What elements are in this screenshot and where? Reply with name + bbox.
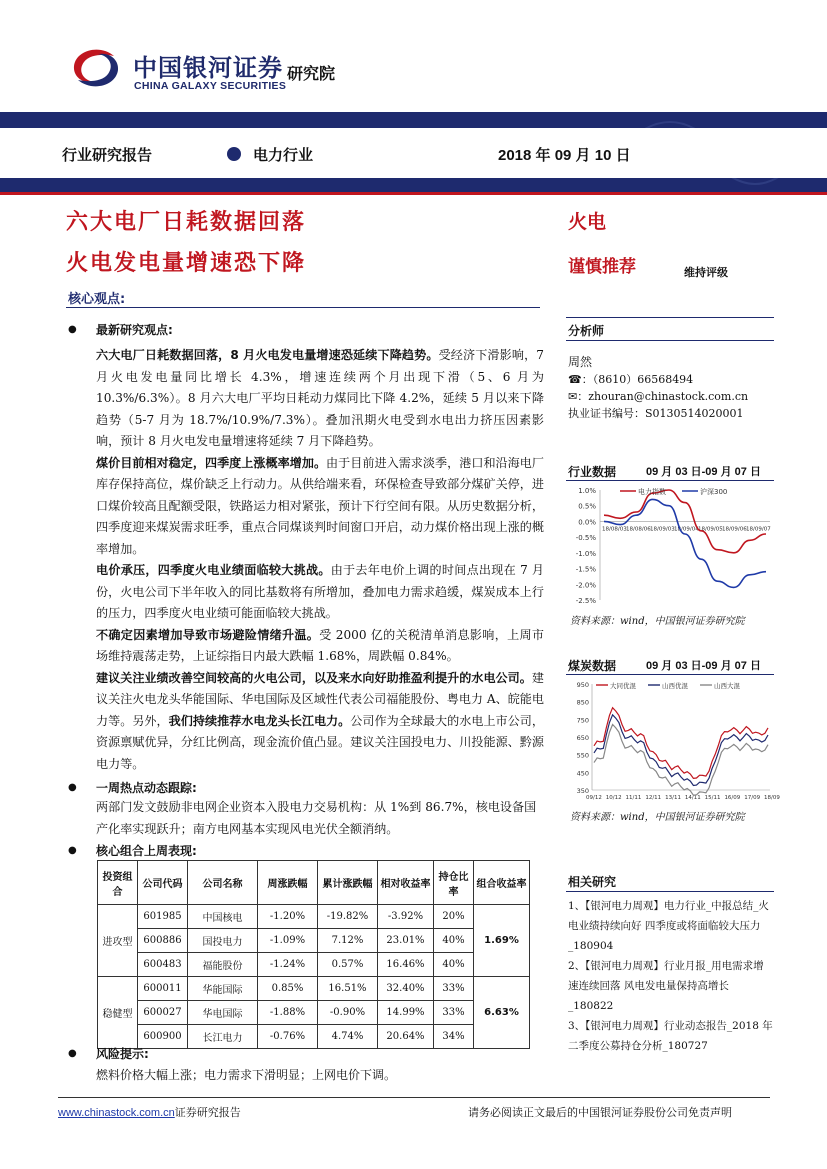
bullet-icon: ● <box>68 845 77 856</box>
report-title-line1: 六大电厂日耗数据回落 <box>66 210 307 235</box>
col-header: 持仓比率 <box>434 861 474 905</box>
cell: 32.40% <box>378 977 434 1001</box>
cell: 20.64% <box>378 1025 434 1049</box>
portfolio-table <box>97 860 530 1049</box>
y-tick-label: 1.0% <box>578 487 596 495</box>
header-red-rule <box>0 192 827 195</box>
cell: 0.85% <box>258 977 318 1001</box>
report-type: 行业研究报告 <box>62 146 153 164</box>
y-tick-label: 450 <box>576 769 589 778</box>
cell: 33% <box>434 977 474 1001</box>
cell: -1.20% <box>258 905 318 929</box>
coal-data-heading: 煤炭数据 <box>568 659 617 673</box>
col-header: 公司名称 <box>188 861 258 905</box>
series-line <box>594 715 768 786</box>
y-tick-label: -1.0% <box>575 549 596 558</box>
y-tick-label: 750 <box>576 716 589 725</box>
industry-line-chart <box>566 482 776 608</box>
rating-note: 维持评级 <box>684 266 728 279</box>
group-name: 稳健型 <box>98 977 138 1049</box>
col-header: 周涨跌幅 <box>258 861 318 905</box>
group-name: 进攻型 <box>98 905 138 977</box>
bullet-icon: ● <box>68 782 77 793</box>
analyst-license: 执业证书编号：S0130514020001 <box>568 407 744 420</box>
cell: 600483 <box>138 953 188 977</box>
y-tick-label: 850 <box>576 698 589 707</box>
table-row <box>98 977 530 1001</box>
x-tick-label: 10/12 <box>605 795 622 801</box>
risk-text: 燃料价格大幅上涨；电力需求下滑明显；上网电价下调。 <box>96 1068 397 1082</box>
legend-label: 山西优混 <box>662 682 688 690</box>
related-item[interactable]: 1、【银河电力周观】电力行业_中报总结_火电业绩持续向好 四季度或将面临较大压力_180904 <box>568 900 769 952</box>
bullet-icon: ● <box>68 324 77 335</box>
footer-left <box>58 1104 241 1120</box>
cell: -1.09% <box>258 929 318 953</box>
x-tick-label: 18/09/04 <box>674 526 699 533</box>
galaxy-logo-icon <box>70 46 120 90</box>
legend-label: 大同优混 <box>610 682 636 690</box>
cell: 600886 <box>138 929 188 953</box>
p5-bold: 建议关注业绩改善空间较高的火电公司，以及来水向好助推盈利提升的水电公司。 <box>96 670 532 685</box>
y-tick-label: -0.5% <box>575 534 596 543</box>
y-tick-label: 550 <box>576 751 589 760</box>
y-tick-label: -2.0% <box>575 581 596 590</box>
p3-text: 由于去年电价上调的时间点出现在 7 月份，火电公司下半年收入的同比基数将有所增加，叠加电力需求趋缓，煤炭成本上行的压力，四季度火电业绩可能面临较大挑战。 <box>96 563 544 620</box>
coal-data-range: 09 月 03 日-09 月 07 日 <box>646 660 761 672</box>
col-header: 公司代码 <box>138 861 188 905</box>
table-row <box>98 953 530 977</box>
latest-heading: 最新研究观点: <box>96 323 173 337</box>
p4-bold: 不确定因素增加导致市场避险情绪升温。 <box>96 627 320 642</box>
bullet-icon: ● <box>68 1048 77 1059</box>
cell: -3.92% <box>378 905 434 929</box>
y-tick-label: -2.5% <box>575 597 596 605</box>
group-return: 1.69% <box>474 905 530 977</box>
x-tick-label: 18/09/06 <box>722 526 747 533</box>
logo-company-name: 中国银河证券 <box>133 54 283 82</box>
rating-label: 谨慎推荐 <box>568 257 636 277</box>
col-header: 相对收益率 <box>378 861 434 905</box>
portfolio-heading: 核心组合上周表现: <box>96 844 197 858</box>
table-row <box>98 905 530 929</box>
cell: 23.01% <box>378 929 434 953</box>
core-view-heading: 核心观点: <box>68 292 126 307</box>
hot-text: 两部门发文鼓励非电网企业资本入股电力交易机构：从 1%到 86.7%，核电设备国产化率实现跃升；南方电网基本实现风电光伏全额消纳。 <box>96 800 537 836</box>
x-tick-label: 16/09 <box>724 795 741 801</box>
col-header: 组合收益率 <box>474 861 530 905</box>
col-header: 累计涨跌幅 <box>318 861 378 905</box>
industry-data-source: 资料来源：wind，中国银河证券研究院 <box>570 616 745 627</box>
series-line <box>604 499 766 587</box>
p5-text-c: 公司作为全球最大的水电上市公司，资源禀赋优异，分红比例高，现金流价值凸显。建议关注国投电力、川投能源、黔源电力等。 <box>96 713 544 771</box>
coal-data-source: 资料来源：wind，中国银河证券研究院 <box>570 812 745 823</box>
cell: 20% <box>434 905 474 929</box>
y-tick-label: 650 <box>576 734 589 742</box>
coal-line-chart <box>566 676 780 804</box>
x-tick-label: 18/08/03 <box>602 526 627 533</box>
cell: -0.76% <box>258 1025 318 1049</box>
footer-disclaimer: 请务必阅读正文最后的中国银河证券股份公司免责声明 <box>468 1106 732 1119</box>
series-line <box>594 725 768 796</box>
cell: -1.24% <box>258 953 318 977</box>
y-tick-label: 950 <box>576 681 589 689</box>
hot-heading: 一周热点动态跟踪: <box>96 781 197 795</box>
legend-label: 电力指数 <box>638 488 666 496</box>
cell: 601985 <box>138 905 188 929</box>
x-tick-label: 18/09/05 <box>698 526 723 533</box>
analyst-info <box>568 354 748 422</box>
p1-bold: 六大电厂日耗数据回落，8 月火电发电量增速恐延续下降趋势。 <box>96 348 439 362</box>
cell: -0.90% <box>318 1001 378 1025</box>
report-title-line2: 火电发电量增速恐下降 <box>66 251 307 276</box>
p1-text: 受经济下滑影响，7 月火电发电量同比增长 4.3%，增速连续两个月出现下滑（5、6 月为 10.3%/6.3%）。8 月六大电厂平均日耗动力煤同比下降 4.2%，延续 5 月以来下降趋势（5-7 月为 18.7%/10.9%/7.3%）。叠加汛期火电受到水电出力挤压因素影响，预计 8 月火电发电量增速将延续 7 月下降趋势。 <box>96 348 544 448</box>
cell: 16.46% <box>378 953 434 977</box>
cell: 40% <box>434 929 474 953</box>
y-tick-label: 0.0% <box>578 518 596 527</box>
core-divider <box>66 307 540 308</box>
logo-english-name: CHINA GALAXY SECURITIES <box>134 80 287 92</box>
x-tick-label: 13/11 <box>665 795 681 801</box>
p2-bold: 煤价目前相对稳定，四季度上涨概率增加。 <box>96 455 327 470</box>
cell: 14.99% <box>378 1001 434 1025</box>
cell: 长江电力 <box>188 1025 258 1049</box>
report-date: 2018 年 09 月 10 日 <box>498 147 631 164</box>
cell: -19.82% <box>318 905 378 929</box>
logo-institute: 研究院 <box>287 64 336 83</box>
y-tick-label: 0.5% <box>578 502 596 511</box>
bullet-dot-icon <box>227 147 241 161</box>
p2-text: 由于目前进入需求淡季，港口和沿海电厂库存保持高位，煤价缺乏上行动力。从供给端来看，环保检查导致部分煤矿关停，进口煤价较高且配额受限，铁路运力相对紧张，预计下行空间有限。从历史数据分析，四季度迎来煤炭需求旺季，重点合同煤谈判时间窗口开启，动力煤价格出现上涨的概率增加。 <box>96 455 544 556</box>
latest-body <box>96 345 544 775</box>
related-list <box>568 896 773 1056</box>
table-row <box>98 1001 530 1025</box>
table-header-row <box>98 861 530 905</box>
cell: 中国核电 <box>188 905 258 929</box>
industry-data-rule <box>566 480 774 481</box>
x-tick-label: 15/11 <box>704 795 721 801</box>
analyst-email[interactable]: ✉：zhouran@chinastock.com.cn <box>568 390 749 403</box>
cell: 16.51% <box>318 977 378 1001</box>
p5-bold-2: 我们持续推荐水电龙头长江电力。 <box>168 713 351 728</box>
x-tick-label: 11/11 <box>625 795 642 801</box>
table-row <box>98 929 530 953</box>
related-heading: 相关研究 <box>568 875 617 889</box>
footer-label: 证券研究报告 <box>174 1106 241 1119</box>
cell: 4.74% <box>318 1025 378 1049</box>
cell: 0.57% <box>318 953 378 977</box>
related-item[interactable]: 3、【银河电力周观】行业动态报告_2018 年二季度公募持仓分析_180727 <box>568 1020 773 1052</box>
x-tick-label: 12/11 <box>645 795 662 801</box>
p4-text: 受 2000 亿的关税清单消息影响，上周市场维持震荡走势，上证综指日内最大跌幅 1.68%，周跌幅 0.84%。 <box>96 627 544 663</box>
x-tick-label: 14/11 <box>684 795 701 801</box>
cell: 600027 <box>138 1001 188 1025</box>
cell: 34% <box>434 1025 474 1049</box>
series-line <box>594 708 768 779</box>
group-return: 6.63% <box>474 977 530 1049</box>
related-rule <box>566 891 774 892</box>
analyst-heading: 分析师 <box>568 324 605 338</box>
x-tick-label: 18/09/03 <box>650 526 675 533</box>
cell: 华能国际 <box>188 977 258 1001</box>
cell: 福能股份 <box>188 953 258 977</box>
y-tick-label: 350 <box>576 787 589 795</box>
analyst-name: 周然 <box>568 355 593 369</box>
legend-label: 山西大混 <box>714 682 740 690</box>
industry-data-range: 09 月 03 日-09 月 07 日 <box>646 466 761 478</box>
p3-bold: 电价承压，四季度火电业绩面临较大挑战。 <box>96 563 331 577</box>
x-tick-label: 09/12 <box>586 795 602 801</box>
related-item[interactable]: 2、【银河电力周观】行业月报_用电需求增速连续回落 风电发电量保持高增长_180822 <box>568 960 764 1012</box>
p5-text-a: 建议关注火电龙头华能国际、华电国际及区域性代表公司福能股份、粤电力 A、皖能电力等。另外， <box>96 670 544 728</box>
table-row <box>98 1025 530 1049</box>
cell: 40% <box>434 953 474 977</box>
footer-rule <box>58 1097 770 1098</box>
cell: 600011 <box>138 977 188 1001</box>
analyst-phone: ☎：（8610）66568494 <box>568 373 694 386</box>
cell: 华电国际 <box>188 1001 258 1025</box>
col-header: 投资组合 <box>98 861 138 905</box>
x-tick-label: 17/09 <box>744 795 761 801</box>
cell: 7.12% <box>318 929 378 953</box>
coal-data-rule <box>566 674 774 675</box>
risk-heading: 风险提示: <box>96 1047 149 1061</box>
industry-data-heading: 行业数据 <box>568 465 617 479</box>
cell: 国投电力 <box>188 929 258 953</box>
cell: -1.88% <box>258 1001 318 1025</box>
y-tick-label: -1.5% <box>575 565 596 574</box>
footer-url-link[interactable]: www.chinastock.com.cn <box>58 1107 175 1119</box>
industry-name: 电力行业 <box>253 146 314 164</box>
legend-label: 沪深300 <box>700 488 728 496</box>
analyst-top-rule <box>566 317 774 318</box>
x-tick-label: 18/09/07 <box>746 526 771 533</box>
sector-label: 火电 <box>568 211 607 233</box>
cell: 600900 <box>138 1025 188 1049</box>
analyst-bottom-rule <box>566 340 774 341</box>
cell: 33% <box>434 1001 474 1025</box>
x-tick-label: 18/08/06 <box>626 526 651 533</box>
x-tick-label: 18/09 <box>764 795 780 801</box>
